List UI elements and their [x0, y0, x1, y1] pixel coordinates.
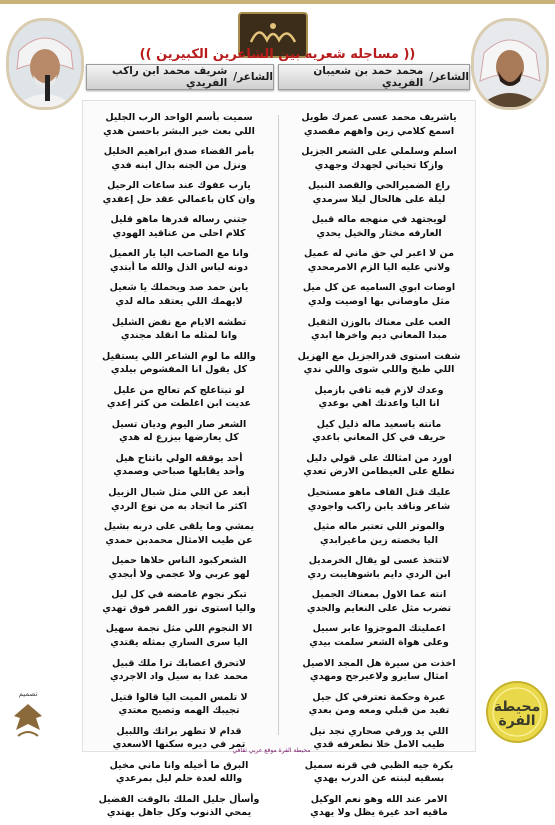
- verse-second-hemistich: اللي طبخ واللي شوى واللي ندي: [303, 364, 455, 376]
- verse-second-hemistich: والله لعدة حلم ليل بمرعدي: [115, 773, 243, 785]
- verse: [89, 757, 269, 791]
- verse-second-hemistich: واليا استوى نور القمر فوق تهدي: [102, 602, 256, 614]
- verse-first-hemistich: تطشه الايام مع نفض الشليل: [111, 316, 247, 328]
- verse-second-hemistich: لهو عربي ولا عجمي ولا أبجدي: [108, 568, 250, 580]
- verse-second-hemistich: وانا لمثله ما انقلد مجندي: [120, 330, 238, 342]
- verse-second-hemistich: تضرب مثل على النعايم والجدي: [306, 602, 452, 614]
- verse-first-hemistich: الامر عند الله وهو نعم الوكيل: [310, 793, 448, 805]
- verse-second-hemistich: اكثر ما اتجاد به من نوع الردي: [110, 500, 248, 512]
- verse: [89, 552, 269, 586]
- verse-first-hemistich: اورد من امثالك على قولي دليل: [306, 452, 452, 464]
- verse-second-hemistich: اللي بعث خير البشر باحسن هدي: [103, 125, 255, 137]
- verse-second-hemistich: طيب الامل خلا نطعرفه قدي: [313, 739, 445, 751]
- verse-second-hemistich: العارفه مختار والخيل يحدي: [316, 227, 442, 239]
- verse: [289, 757, 469, 791]
- verse-first-hemistich: يابن حمد صد وبحملك يا شعيل: [109, 282, 249, 294]
- verse: [89, 484, 269, 518]
- poet-right-photo: [471, 18, 549, 110]
- verse: [289, 689, 469, 723]
- verse: [289, 348, 469, 382]
- verse-first-hemistich: والله ما لوم الشاعر اللي يستقيل: [102, 350, 256, 362]
- verse-first-hemistich: يمشي وما يلقى على دربه بشيل: [103, 521, 255, 533]
- verse-second-hemistich: وأحد يقابلها صباحي وصمدي: [113, 466, 245, 478]
- verse: [289, 791, 469, 825]
- verse: [89, 791, 269, 825]
- verse: [289, 552, 469, 586]
- verse-second-hemistich: تمر في ديره سكنها الاسعدي: [112, 739, 246, 751]
- verse: [89, 450, 269, 484]
- verse: [89, 109, 269, 143]
- verse-first-hemistich: لاتتخذ عسى لو يقال الخرمديل: [308, 555, 450, 567]
- verse-first-hemistich: بأمر القضاء صدق ابراهيم الخليل: [103, 146, 255, 158]
- verse: [89, 689, 269, 723]
- verse-first-hemistich: من لا اعبر لي حق ماني له عميل: [304, 248, 454, 260]
- verse-second-hemistich: وان كان باعمالي عقد حل إعقدي: [102, 193, 256, 205]
- verse-first-hemistich: راع الضميرالحي والقصد النبيل: [307, 180, 451, 192]
- verse-second-hemistich: اليا بخصته زين ماغيرابدي: [320, 534, 438, 546]
- verse-second-hemistich: دونه لباس الذل والله ما أبتدي: [109, 261, 249, 273]
- verse-first-hemistich: الا النجوم اللي مثل نجمة سهيل: [105, 623, 253, 635]
- verse-second-hemistich: وعلى هواة الشعر سلمت بيدي: [309, 636, 449, 648]
- verse-first-hemistich: اعمليتك الموجزوا عابر سبيل: [312, 623, 446, 635]
- designer-badge: [6, 690, 50, 754]
- verse: [289, 177, 469, 211]
- eagle-icon: [8, 700, 48, 744]
- designer-brand-text: تصميم: [18, 690, 38, 698]
- verse: [289, 620, 469, 654]
- verse-first-hemistich: وانا مع الصاحب اليا يار العميل: [109, 248, 249, 260]
- verse-first-hemistich: الشعر صار اليوم وديان تسيل: [111, 418, 247, 430]
- verse: [89, 314, 269, 348]
- verse-second-hemistich: عن طيب الامثال محمدبن حمدي: [105, 534, 253, 546]
- poem-right-column: [289, 109, 469, 825]
- verse-first-hemistich: وعدك لازم فيه تافي بازميل: [314, 384, 444, 396]
- verse-second-hemistich: لايهمك اللي يعتقد ماله لدي: [115, 295, 243, 307]
- verse: [89, 143, 269, 177]
- verse-second-hemistich: ونزل من الجنه بدال ابنه فدي: [111, 159, 247, 171]
- verse-second-hemistich: امثال سايرو ولاعيرجح ومهدي: [309, 671, 449, 682]
- verse-first-hemistich: لا تلمس الميت اليا قالوا قتيل: [110, 691, 248, 703]
- footer-caption: محيطة الفرة موقع عربي ثقافي: [232, 747, 311, 754]
- verse-first-hemistich: العب على معناك بالوزن الثقيل: [307, 316, 451, 328]
- verse: [89, 518, 269, 552]
- verse-first-hemistich: تبكر نجوم غامضه في كل ليل: [111, 589, 247, 601]
- verse-first-hemistich: الشعركبود الناس حلاها حميل: [111, 555, 247, 567]
- verse-second-hemistich: كل يقول انا المفشوص بيلدي: [110, 364, 248, 376]
- verse-first-hemistich: بكرة جيه الظبي في قرنه سميل: [304, 759, 454, 771]
- verse: [289, 382, 469, 416]
- verse-second-hemistich: وازكا تحياتي لجهدك وجهدي: [314, 159, 444, 171]
- verse-second-hemistich: ماقيه احد غيرة يظل ولا يهدي: [310, 807, 448, 819]
- verse-first-hemistich: يارب عفوك عند ساعات الرحيل: [107, 180, 251, 192]
- poet-right-name: محمد حمد بن شعيبان الفريدي: [313, 65, 424, 89]
- verse-first-hemistich: جتني رساله قدرها ماهو قليل: [110, 214, 248, 226]
- column-divider: [278, 115, 279, 735]
- verse-second-hemistich: محمد غدا به سيل واد الاجردي: [109, 671, 249, 682]
- verse: [289, 586, 469, 620]
- page-title: (( مساجله شعريه بين الشاعرين الكبيرين )): [139, 47, 416, 62]
- verse-first-hemistich: عليك قتل القاف ماهو مستحيل: [307, 487, 451, 499]
- site-badge: [485, 680, 549, 750]
- verse-first-hemistich: أبعد عن اللي مثل شبال الزبيل: [108, 487, 250, 499]
- verse-first-hemistich: لويجتهد في منهجه ماله قبيل: [311, 214, 447, 226]
- verse: [289, 211, 469, 245]
- verse-second-hemistich: ليلة على هالحال ليلا سرمدي: [312, 193, 446, 205]
- verse-first-hemistich: سميت بأسم الواحد الرب الجليل: [105, 112, 253, 123]
- verse-second-hemistich: بسقيه لبنته عن الدرب يهدي: [313, 773, 445, 785]
- verse: [89, 177, 269, 211]
- verse: [289, 484, 469, 518]
- verse-first-hemistich: اوصات ابوي الساميه عن كل ميل: [302, 282, 456, 294]
- verse: [289, 416, 469, 450]
- poem-left-column: [89, 109, 269, 825]
- verse-first-hemistich: اخذت من سيرة هل المجد الاصيل: [302, 657, 456, 669]
- verse: [289, 655, 469, 689]
- verse: [289, 279, 469, 313]
- verse-second-hemistich: انا اليا واعدتك اهي بوعدي: [318, 398, 440, 410]
- poet-left-role: الشاعر/: [233, 71, 273, 83]
- site-badge-name: محيطة الفرة: [493, 699, 541, 729]
- verse: [89, 279, 269, 313]
- poet-left-name: شريف محمد ابن راكب الفريدي: [111, 65, 228, 89]
- verse: [89, 586, 269, 620]
- verse: [89, 348, 269, 382]
- verse: [289, 314, 469, 348]
- verse-second-hemistich: مبدا المعاني ديم واخرها ابدي: [310, 330, 447, 342]
- poet-left-photo: [6, 18, 84, 110]
- poet-right-role: الشاعر/: [429, 71, 469, 83]
- poet-right-label: [278, 64, 470, 90]
- verse-first-hemistich: لاتحرق اعصابك ترا ملك قبيل: [111, 657, 246, 669]
- verse-first-hemistich: والموتر اللي تعتبر ماله مثيل: [313, 521, 445, 533]
- verse: [289, 109, 469, 143]
- verse-first-hemistich: أحد يوققه الولي باتتاح هيل: [115, 452, 243, 464]
- verse: [89, 416, 269, 450]
- verse-first-hemistich: عبرة وحكمة تعترفي كل جيل: [312, 691, 446, 703]
- verse: [89, 245, 269, 279]
- verse-first-hemistich: وأسأل جليل الملك بالوقت الفضيل: [98, 793, 260, 805]
- verse-first-hemistich: ياشريف محمد عسى عمرك طويل: [301, 112, 457, 123]
- verse: [289, 518, 469, 552]
- poem-frame: [82, 100, 476, 819]
- verse-second-hemistich: مثل ماوصاني بها اوصيت ولدي: [307, 295, 451, 307]
- verse: [289, 143, 469, 177]
- verse-second-hemistich: شاعر ونافد يابن راكب واجودي: [307, 500, 451, 512]
- verse-second-hemistich: كلام احلى من عناقيد الهودي: [112, 227, 246, 239]
- verse-second-hemistich: تجيبك الهمه وتصيح معتدي: [118, 705, 240, 717]
- verse-second-hemistich: كل يعارضها بيزرع له هدي: [119, 432, 239, 444]
- top-border: [0, 0, 555, 4]
- verse-first-hemistich: البرق ما أخيله وانا ماني مخيل: [109, 759, 249, 771]
- verse-second-hemistich: تفيد من قبلي ومعه ومن بعدي: [308, 705, 450, 717]
- poet-left-label: [86, 64, 274, 90]
- verse-second-hemistich: حريف في كل المعاني باعدي: [312, 432, 446, 444]
- verse-second-hemistich: اليا سرى الساري بمثله يقتدي: [110, 636, 248, 648]
- verse-first-hemistich: اللي يد ورفي صحاري نجد نيل: [309, 725, 449, 737]
- verse: [89, 620, 269, 654]
- verse-first-hemistich: قدام لا تطهر براتك واللبيل: [116, 725, 242, 737]
- verse: [89, 211, 269, 245]
- verse: [289, 450, 469, 484]
- verse: [289, 245, 469, 279]
- verse-second-hemistich: ابن الردي دايم باشوهايبت ردي: [307, 568, 451, 580]
- verse-second-hemistich: اسمع كلامي زين واههم مقصدي: [303, 125, 455, 137]
- verse-first-hemistich: انته عما الاول بمعناك الجميل: [311, 589, 447, 601]
- verse-second-hemistich: ولاني عليه اليا الزم الامرمحدي: [307, 261, 451, 273]
- verse-second-hemistich: تطلع على العيطامن الارض تعدي: [303, 466, 455, 478]
- verse: [89, 655, 269, 689]
- verse-first-hemistich: شفت استوى قدرالجزيل مع الهزيل: [297, 350, 461, 362]
- verse-second-hemistich: عديت ابن اغلطت من كثر إعدي: [106, 398, 252, 410]
- verse-second-hemistich: يمحي الذنوب وكل جاهل يهتدي: [106, 807, 252, 819]
- verse-first-hemistich: لو تيتاعلج كم تعالج من عليل: [113, 384, 245, 396]
- verse: [89, 382, 269, 416]
- verse-first-hemistich: اسلم وسلملي على الشعر الجزيل: [301, 146, 457, 158]
- verse-first-hemistich: مانته ياسعيد ماله ذليل كيل: [316, 418, 442, 430]
